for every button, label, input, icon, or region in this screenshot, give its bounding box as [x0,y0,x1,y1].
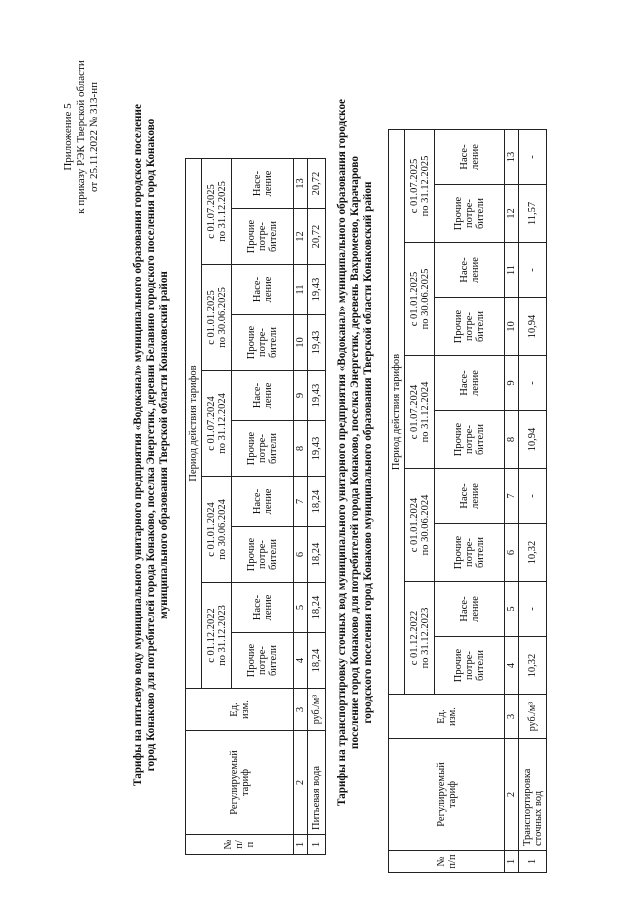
title-line: поселение город Конаково для потребителей города Конаково, поселка Энергетик, деревень Вахромеево, Карачарово [349,156,361,749]
appendix-header [62,17,101,257]
col-number: 13 [294,159,308,209]
col-number: 10 [505,298,519,356]
col-number: 5 [294,583,308,633]
col-number: 1 [294,835,308,855]
col-number: 4 [505,637,519,695]
col-number: 3 [505,695,519,739]
header-period-1: с 01.12.2022 по 31.12.2023 [405,582,435,695]
header-tariff: Регулируемый тариф [186,731,294,835]
row-tariff-name: Транспортировка сточных вод [519,739,547,851]
col-number: 7 [294,477,308,527]
row-value: 18,24 [308,583,326,633]
header-other-consumers: Прочие потре- бители [435,524,505,582]
col-number: 9 [505,356,519,411]
appendix-line: Приложение 5 [62,103,74,171]
row-unit: руб./м³ [308,689,326,731]
header-row [389,130,405,873]
row-value: 19,43 [308,315,326,371]
header-population: Насе- ление [435,356,505,411]
row-value: 18,24 [308,633,326,689]
column-number-row [294,159,308,855]
row-value: 20,72 [308,159,326,209]
row-value: 19,43 [308,265,326,315]
row-value: 18,24 [308,527,326,583]
title-line: Тарифы на транспортировку сточных вод муниципального унитарного предприятия «Водоканал» муниципального образования городское [336,98,348,807]
table-row [308,159,326,855]
header-period-3: с 01.07.2024 по 31.12.2024 [202,371,232,477]
header-other-consumers: Прочие потре- бители [435,637,505,695]
row-value: 11,57 [519,185,547,243]
row-value: - [519,130,547,185]
col-number: 7 [505,469,519,524]
col-number: 3 [294,689,308,731]
drinking-water-tariff-table [185,158,326,855]
col-number: 2 [505,739,519,851]
col-number: 8 [294,421,308,477]
row-value: - [519,356,547,411]
appendix-line: к приказу РЭК Тверской области [75,60,87,214]
header-period-5: с 01.07.2025 по 31.12.2025 [202,159,232,265]
col-number: 11 [294,265,308,315]
header-period-3: с 01.07.2024 по 31.12.2024 [405,356,435,469]
header-population: Насе- ление [435,130,505,185]
header-population: Насе- ление [435,582,505,637]
header-tariff: Регулируемый тариф [389,739,505,851]
header-other-consumers: Прочие потре- бители [435,185,505,243]
header-period-1: с 01.12.2022 по 31.12.2023 [202,583,232,689]
header-population: Насе- ление [435,469,505,524]
table-row [519,130,547,873]
section1-title [132,25,171,865]
header-other-consumers: Прочие потре- бители [435,298,505,356]
row-num: 1 [519,851,547,873]
column-number-row [505,130,519,873]
col-number: 9 [294,371,308,421]
col-number: 1 [505,851,519,873]
title-line: городского поселения город Конаково муниципального образования Тверской области Конаковский район [362,181,374,724]
col-number: 4 [294,633,308,689]
col-number: 6 [505,524,519,582]
header-num: № п/ п [186,835,294,855]
row-value: 10,32 [519,524,547,582]
header-num: № п/п [389,851,505,873]
header-population: Насе- ление [232,477,294,527]
header-row [186,159,202,855]
col-number: 11 [505,243,519,298]
section2-title [336,30,375,875]
row-unit: руб./м³ [519,695,547,739]
title-line: муниципального образования Тверской области Конаковский район [158,271,170,619]
header-population: Насе- ление [232,265,294,315]
row-value: - [519,243,547,298]
wastewater-tariff-table [388,129,547,873]
header-population: Насе- ление [232,371,294,421]
row-tariff-name: Питьевая вода [308,731,326,835]
row-value: 18,24 [308,477,326,527]
col-number: 6 [294,527,308,583]
header-period: Период действия тарифов [389,130,405,695]
row-value: 19,43 [308,421,326,477]
row-value: - [519,469,547,524]
header-period: Период действия тарифов [186,159,202,689]
col-number: 8 [505,411,519,469]
col-number: 10 [294,315,308,371]
header-period-4: с 01.01.2025 по 30.06.2025 [202,265,232,371]
title-line: город Конаково для потребителей города Конаково, поселка Энергетик, деревни Белавино городского поселения город Конаково [145,118,157,772]
header-other-consumers: Прочие потре- бители [232,315,294,371]
header-population: Насе- ление [232,583,294,633]
row-value: 10,94 [519,298,547,356]
row-value: 10,32 [519,637,547,695]
row-value: - [519,582,547,637]
header-population: Насе- ление [232,159,294,209]
row-num: 1 [308,835,326,855]
row-value: 20,72 [308,209,326,265]
header-period-4: с 01.01.2025 по 30.06.2025 [405,243,435,356]
header-unit: Ед. изм. [389,695,505,739]
col-number: 12 [505,185,519,243]
header-period-5: с 01.07.2025 по 31.12.2025 [405,130,435,243]
header-other-consumers: Прочие потре- бители [232,633,294,689]
title-line: Тарифы на питьевую воду муниципального унитарного предприятия «Водоканал» муниципального образования городское поселение [132,104,144,786]
row-value: 19,43 [308,371,326,421]
col-number: 12 [294,209,308,265]
header-other-consumers: Прочие потре- бители [232,421,294,477]
header-other-consumers: Прочие потре- бители [232,209,294,265]
header-period-2: с 01.01.2024 по 30.06.2024 [405,469,435,582]
appendix-line: от 25.11.2022 № 313-нп [88,82,100,192]
header-population: Насе- ление [435,243,505,298]
header-unit: Ед. изм. [186,689,294,731]
col-number: 13 [505,130,519,185]
header-period-2: с 01.01.2024 по 30.06.2024 [202,477,232,583]
col-number: 2 [294,731,308,835]
header-other-consumers: Прочие потре- бители [232,527,294,583]
row-value: 10,94 [519,411,547,469]
header-other-consumers: Прочие потре- бители [435,411,505,469]
col-number: 5 [505,582,519,637]
